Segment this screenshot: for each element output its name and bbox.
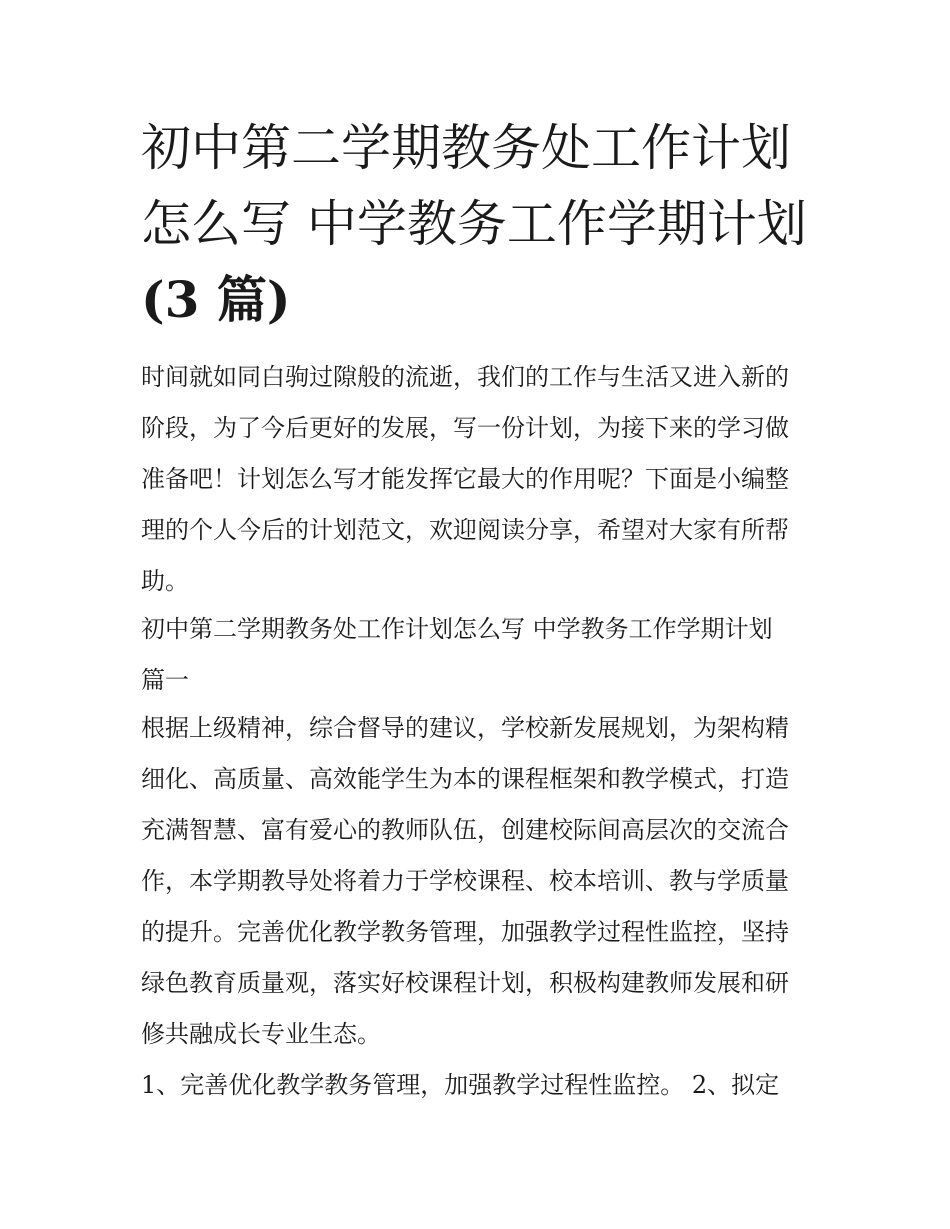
- title-line: 初中第二学期教务处工作计划: [141, 119, 791, 177]
- text-line: 细化、高质量、高效能学生为本的课程框架和教学模式，打造: [141, 765, 789, 793]
- body-paragraph: [141, 703, 813, 1060]
- intro-paragraph: [141, 352, 813, 607]
- text-line: 充满智慧、富有爱心的教师队伍，创建校际间高层次的交流合: [141, 816, 789, 844]
- title-line: 怎么写 中学教务工作学期计划: [141, 195, 807, 253]
- text-line: 准备吧！计划怎么写才能发挥它最大的作用呢？下面是小编整: [141, 465, 789, 493]
- text-line: 助。: [141, 567, 189, 595]
- text-line: 理的个人今后的计划范文，欢迎阅读分享，希望对大家有所帮: [141, 516, 789, 544]
- text-line: 时间就如同白驹过隙般的流逝，我们的工作与生活又进入新的: [141, 363, 789, 391]
- document-title: [141, 110, 813, 338]
- text-line: 篇一: [141, 666, 189, 694]
- list-paragraph: [141, 1060, 813, 1111]
- text-line: 阶段，为了今后更好的发展，写一份计划，为接下来的学习做: [141, 414, 789, 442]
- document-content: [141, 110, 813, 1111]
- text-line: 作，本学期教导处将着力于学校课程、校本培训、教与学质量: [141, 867, 789, 895]
- text-line: 绿色教育质量观，落实好校课程计划，积极构建教师发展和研: [141, 969, 789, 997]
- text-line: 的提升。完善优化教学教务管理，加强教学过程性监控，坚持: [141, 918, 789, 946]
- text-line: 根据上级精神，综合督导的建议，学校新发展规划，为架构精: [141, 714, 789, 742]
- list-item: 1、完善优化教学教务管理，加强教学过程性监控。 2、拟定: [141, 1071, 780, 1099]
- text-line: 修共融成长专业生态。: [141, 1020, 381, 1048]
- title-line: (3 篇): [141, 270, 291, 329]
- section-title: [141, 604, 813, 706]
- text-line: 初中第二学期教务处工作计划怎么写 中学教务工作学期计划: [141, 615, 773, 643]
